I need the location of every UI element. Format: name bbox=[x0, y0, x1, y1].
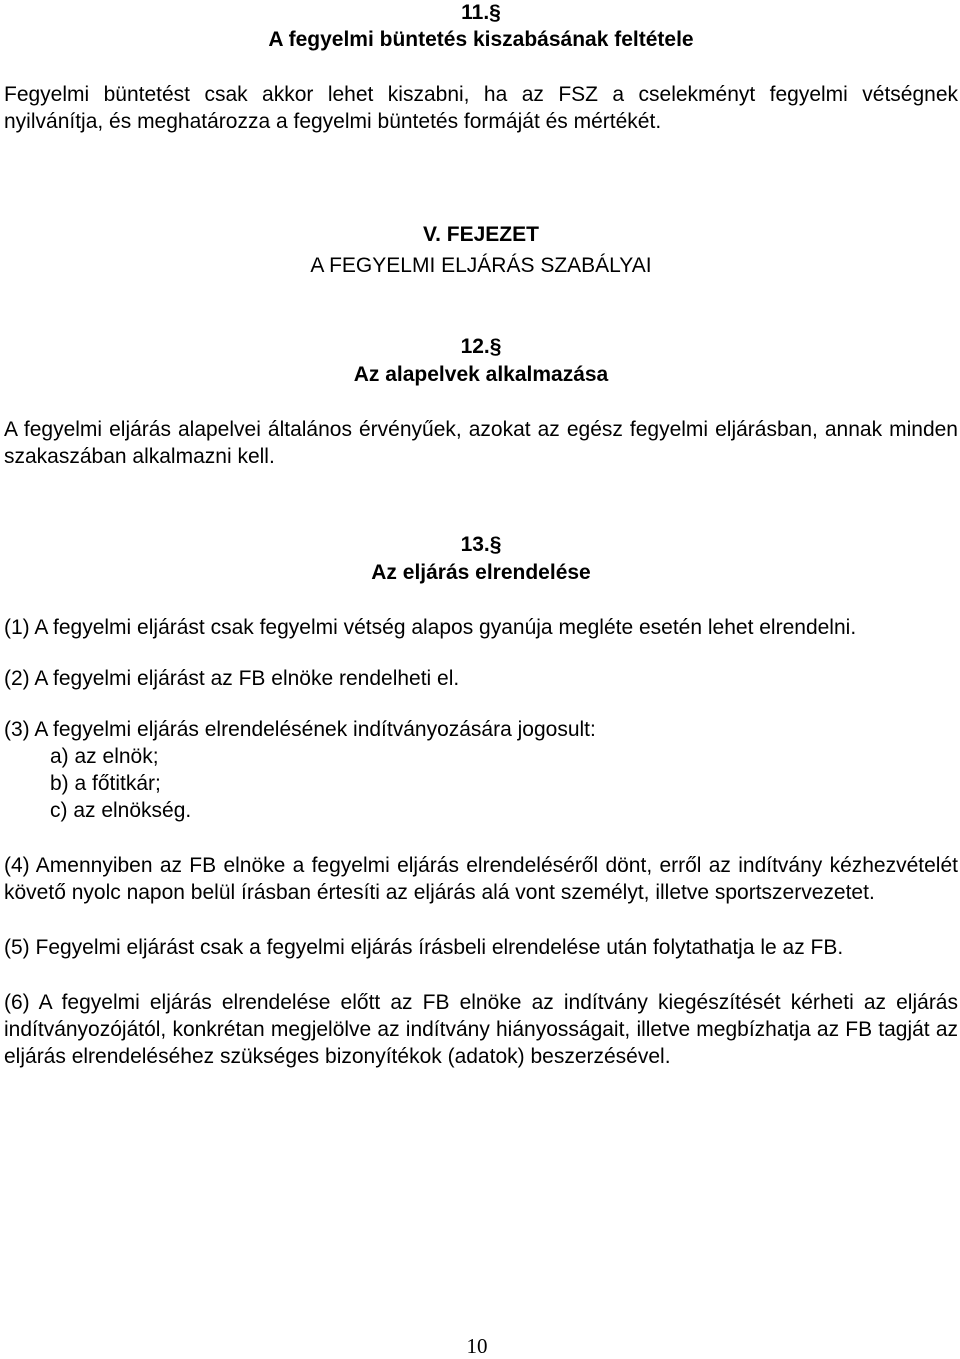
section-11-title: A fegyelmi büntetés kiszabásának feltétele bbox=[268, 28, 694, 51]
section-13-paragraph-4: (4) Amennyiben az FB elnöke a fegyelmi eljárás elrendeléséről dönt, erről az indítvány kézhezvételét követő nyolc napon belül írásban értesíti az eljárás alá vont személyt, illetve sportszervezetet. bbox=[4, 854, 958, 904]
section-11 bbox=[4, 0, 958, 135]
section-12-number: 12.§ bbox=[460, 335, 502, 358]
section-13-paragraph-3-list bbox=[4, 743, 958, 824]
document-page bbox=[4, 0, 958, 1358]
section-13-paragraph-5: (5) Fegyelmi eljárást csak a fegyelmi eljárás írásbeli elrendelése után folytathatja le az FB. bbox=[4, 936, 844, 959]
section-13-paragraph-2: (2) A fegyelmi eljárást az FB elnöke rendelheti el. bbox=[4, 667, 460, 690]
list-item: b) a főtitkár; bbox=[50, 772, 161, 795]
section-13 bbox=[4, 532, 958, 1070]
section-12 bbox=[4, 334, 958, 470]
section-13-paragraph-1: (1) A fegyelmi eljárást csak fegyelmi vétség alapos gyanúja megléte esetén lehet elrendelni. bbox=[4, 616, 857, 639]
section-11-number: 11.§ bbox=[461, 1, 501, 24]
list-item: c) az elnökség. bbox=[50, 799, 192, 822]
chapter-title: A FEGYELMI ELJÁRÁS SZABÁLYAI bbox=[310, 254, 652, 277]
section-12-text: A fegyelmi eljárás alapelvei általános érvényűek, azokat az egész fegyelmi eljárásban, annak minden szakaszában alkalmazni kell. bbox=[4, 418, 958, 468]
page-number: 10 bbox=[466, 1334, 488, 1358]
chapter-number: V. FEJEZET bbox=[423, 223, 539, 246]
chapter-heading bbox=[4, 222, 958, 279]
list-item: a) az elnök; bbox=[50, 745, 159, 768]
section-12-title: Az alapelvek alkalmazása bbox=[353, 363, 609, 386]
section-11-text: Fegyelmi büntetést csak akkor lehet kiszabni, ha az FSZ a cselekményt fegyelmi vétségnek nyilvánítja, és meghatározza a fegyelmi büntetés formáját és mértékét. bbox=[4, 83, 958, 133]
section-13-number: 13.§ bbox=[460, 533, 502, 556]
section-13-paragraph-6: (6) A fegyelmi eljárás elrendelése előtt az FB elnöke az indítvány kiegészítését kérheti az eljárás indítványozójától, konkrétan megjelölve az indítvány hiányosságait, illetve megbízhatja az FB tagját az eljárás elrendeléséhez szükséges bizonyítékok (adatok) beszerzésével. bbox=[4, 991, 958, 1068]
section-13-title: Az eljárás elrendelése bbox=[371, 561, 591, 584]
section-13-paragraph-3: (3) A fegyelmi eljárás elrendelésének indítványozására jogosult: bbox=[4, 718, 596, 741]
